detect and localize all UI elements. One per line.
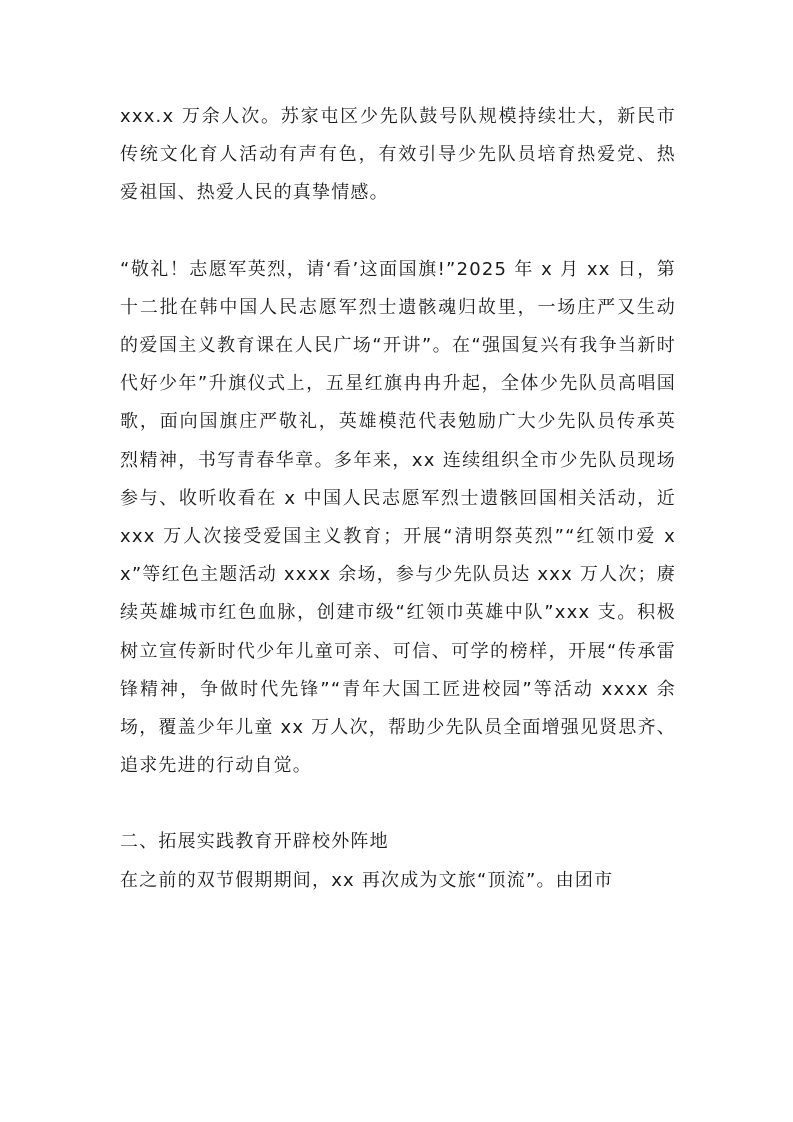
paragraph-1: xxx.x 万余人次。苏家屯区少先队鼓号队规模持续壮大，新民市传统文化育人活动有声有色，有效引导少先队员培育热爱党、热爱祖国、热爱人民的真挚情感。 — [120, 106, 676, 204]
paragraph-gap — [120, 785, 676, 823]
paragraph-2: “敬礼！志愿军英烈，请‘看’这面国旗!”2025 年 x 月 xx 日，第十二批在韩中国人民志愿军烈士遗骸魂归故里，一场庄严又生动的爱国主义教育课在人民广场“开讲”。在“强国复兴有我争当新时代好少年”升旗仪式上，五星红旗冉冉升起，全体少先队员高唱国歌，面向国旗庄严敬礼，英雄模范代表勉励广大少先队员传承英烈精神，书写青春华章。多年来，xx 连续组织全市少先队员现场参与、收听收看在 x 中国人民志愿军烈士遗骸回国相关活动，近 xxx 万人次接受爱国主义教育；开展“清明祭英烈”“红领巾爱 xx”等红色主题活动 xxxx 余场，参与少先队员达 xxx 万人次；赓续英雄城市红色血脉，创建市级“红领巾英雄中队”xxx 支。积极树立宣传新时代少年儿童可亲、可信、可学的榜样，开展“传承雷锋精神，争做时代先锋”“青年大国工匠进校园”等活动 xxxx 余场，覆盖少年儿童 xx 万人次，帮助少先队员全面增强见贤思齐、追求先进的行动自觉。 — [120, 258, 676, 777]
section-heading: 二、拓展实践教育开辟校外阵地 — [120, 831, 389, 853]
paragraph-3: 在之前的双节假期期间，xx 再次成为文旅“顶流”。由团市 — [120, 869, 614, 891]
paragraph-gap — [120, 213, 676, 251]
document-body — [120, 98, 676, 900]
